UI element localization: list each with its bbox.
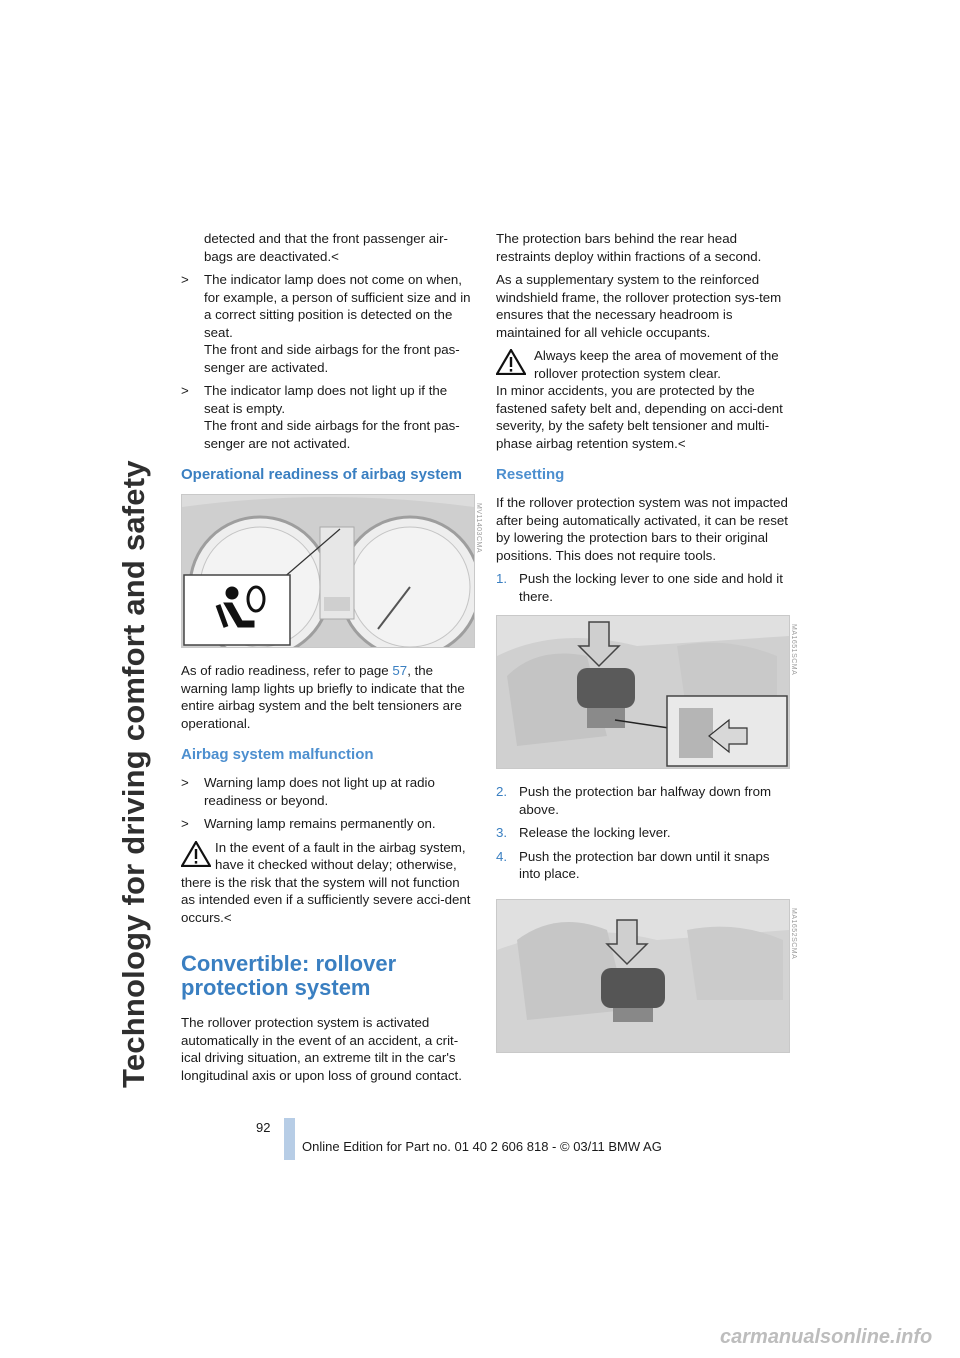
bullet-item: > The indicator lamp does not come on when, for example, a person of sufficient size and in a correct sitting position is detected on the seat. The front and side airbags for the front pas-senger are activated. [181, 272, 471, 375]
right-column [496, 230, 797, 1067]
supplementary-text: As a supplementary system to the reinforced windshield frame, the rollover protection sys-tem ensures that the necessary headroom is maintained for all vehicle occupants. [496, 272, 782, 340]
section-heading-resetting: Resetting [496, 466, 565, 483]
bullet-item: > Warning lamp does not light up at radio readiness or beyond. [181, 775, 435, 808]
figure-code: MV11403CMA [475, 503, 482, 554]
step-item: 3. Release the locking lever. [496, 825, 671, 840]
step-item: 1. Push the locking lever to one side and hold it there. [496, 571, 783, 604]
watermark: carmanualsonline.info [720, 1326, 933, 1348]
figure-protection-bar [496, 899, 797, 1053]
instrument-cluster-illustration [182, 495, 474, 647]
section-heading-readiness: Operational readiness of airbag system [181, 466, 462, 483]
warning-triangle-icon [181, 841, 211, 867]
bullet-item: > Warning lamp remains permanently on. [181, 816, 436, 831]
edition-footer: Online Edition for Part no. 01 40 2 606 818 - © 03/11 BMW AG [302, 1139, 662, 1154]
intro-text: detected and that the front passenger air- bags are deactivated.< [204, 231, 448, 264]
protection-bar-illustration [497, 900, 789, 1052]
warning-note: Always keep the area of movement of the rollover protection system clear. In minor accidents, you are protected by the fastened safety belt and, depending on acci-dent severity, by the safety belt tensioner and multi-phase airbag retention system.< [496, 348, 783, 451]
page-number: 92 [256, 1120, 271, 1135]
section-heading-rollover: Convertible: rollover protection system [181, 951, 397, 1000]
figure-instrument-cluster [181, 494, 482, 648]
protection-bars-text: The protection bars behind the rear head restraints deploy within fractions of a second. [496, 231, 762, 264]
warning-triangle-icon [496, 349, 526, 375]
resetting-text: If the rollover protection system was not impacted after being automatically activated, it can be reset by lowering the protection bars to their original positions. This does not require tools. [496, 495, 788, 563]
step-item: 2. Push the protection bar halfway down from above. [496, 784, 772, 817]
bullet-item: > The indicator lamp does not light up if the seat is empty. The front and side airbags for the front pas-senger are not activated. [181, 383, 460, 451]
page-link[interactable]: 57 [392, 663, 408, 678]
rollover-text: The rollover protection system is activated automatically in the event of an accident, a crit-ical driving situation, an extreme tilt in the car's longitudinal axis or upon loss of ground contact. [181, 1015, 462, 1083]
readiness-text: As of radio readiness, refer to page 57, the warning lamp lights up briefly to indicate that the entire airbag system and the belt tensioners are operational. [181, 663, 465, 731]
chapter-side-title: Technology for driving comfort and safety [116, 460, 151, 1088]
locking-lever-illustration [497, 616, 789, 768]
section-heading-malfunction: Airbag system malfunction [181, 746, 374, 763]
figure-code: MA1652SCMA [790, 907, 797, 959]
figure-locking-lever [496, 615, 797, 769]
figure-code: MA1651SCMA [790, 624, 797, 676]
step-item: 4. Push the protection bar down until it snaps into place. [496, 848, 770, 881]
warning-note: In the event of a fault in the airbag system, have it checked without delay; otherwise, there is the risk that the system will not function as intended even if a sufficiently severe acci-dent occurs.< [181, 839, 471, 925]
footer-accent-bar [284, 1118, 295, 1160]
left-column [181, 230, 482, 1090]
